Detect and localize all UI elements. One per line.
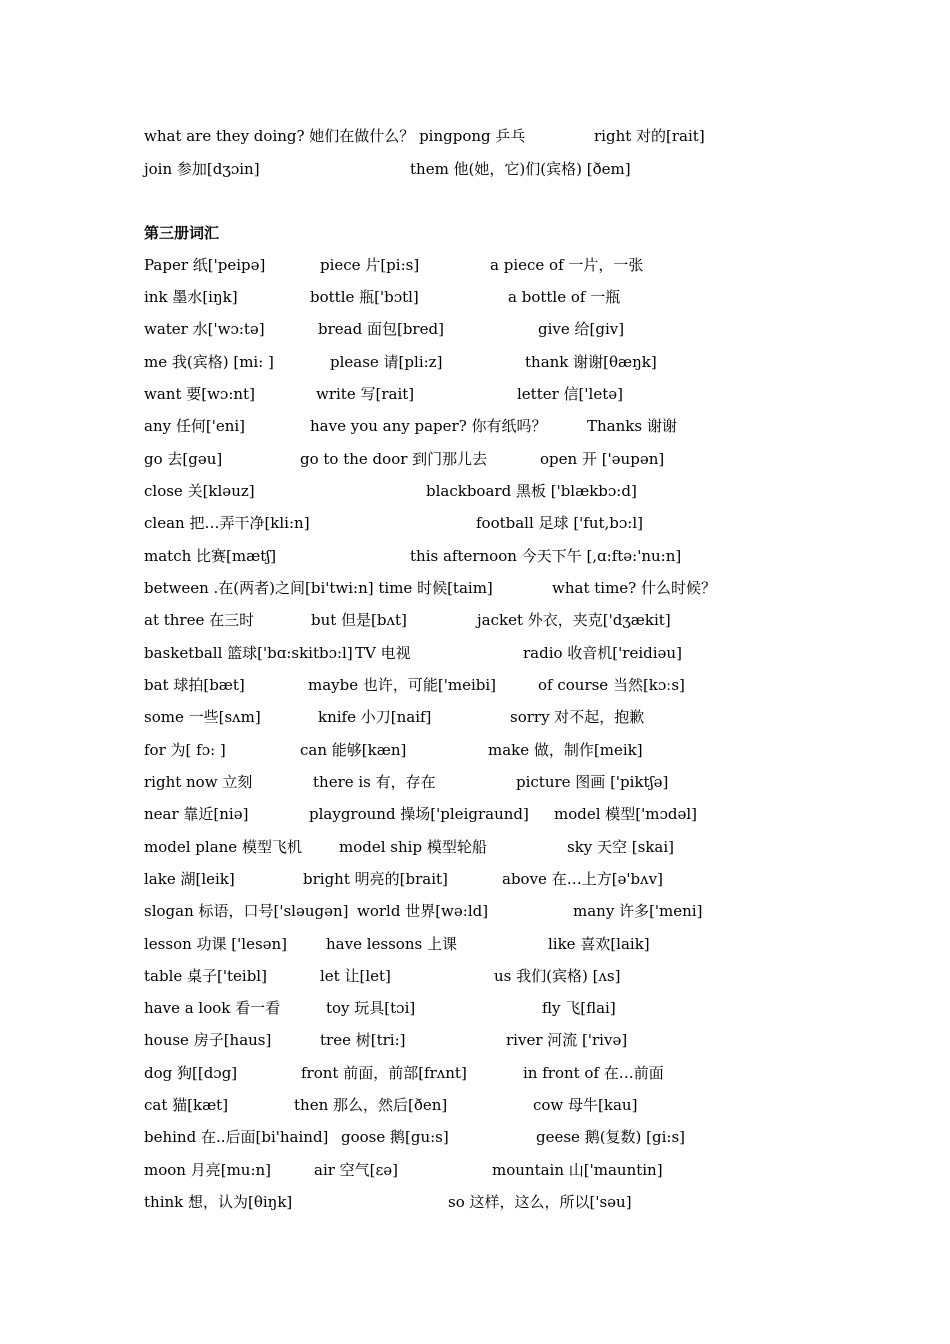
vocab-entry: for 为[ fɔ: ] [144, 741, 226, 759]
vocab-entry: bottle 瓶['bɔtl] [310, 288, 419, 306]
vocab-entry: table 桌子['teibl] [144, 967, 267, 985]
vocab-entry: bread 面包[bred] [318, 320, 444, 338]
vocab-entry: model plane 模型飞机 [144, 838, 302, 856]
vocab-entry: jacket 外衣，夹克['dʒækit] [477, 611, 671, 629]
vocab-entry: lesson 功课 ['lesən] [144, 935, 288, 953]
vocab-entry: behind 在..后面[bi'haind] [144, 1128, 329, 1146]
vocab-entry: want 要[wɔ:nt] [144, 385, 255, 403]
vocab-line [0, 1123, 950, 1151]
vocab-line [0, 1059, 950, 1087]
vocab-entry: please 请[pli:z] [330, 353, 443, 371]
vocab-entry: then 那么，然后[ðen] [294, 1096, 448, 1114]
vocab-entry: above 在…上方[ə'bʌv] [502, 870, 663, 888]
vocab-entry: maybe 也许，可能['meibi] [308, 676, 497, 694]
vocab-entry: basketball 篮球['bɑ:skitbɔ:l] [144, 644, 353, 662]
vocab-line [0, 283, 950, 311]
vocab-line [0, 800, 950, 828]
vocab-entry: house 房子[haus] [144, 1031, 272, 1049]
vocab-entry: have a look 看一看 [144, 999, 281, 1017]
vocab-entry: can 能够[kæn] [300, 741, 407, 759]
vocab-line [0, 1026, 950, 1054]
vocab-entry: Paper 纸['peipə] [144, 256, 266, 274]
vocab-line [0, 574, 950, 602]
vocab-line [0, 671, 950, 699]
vocab-line [0, 865, 950, 893]
vocab-entry: this afternoon 今天下午 [,ɑ:ftə:'nu:n] [410, 547, 682, 565]
vocab-entry: sky 天空 [skai] [567, 838, 675, 856]
vocab-entry: me 我(宾格) [mi: ] [144, 353, 274, 371]
vocab-line [0, 412, 950, 440]
vocab-entry: what time? 什么时候？ [552, 579, 716, 597]
vocab-entry: a bottle of 一瓶 [508, 288, 621, 306]
vocab-entry: us 我们(宾格) [ʌs] [494, 967, 621, 985]
vocab-line [0, 477, 950, 505]
vocab-entry: what are they doing? 她们在做什么？ pingpong 乒乓 [144, 127, 526, 145]
vocab-entry: picture 图画 ['piktʃə] [516, 773, 669, 791]
vocab-line [0, 1156, 950, 1184]
vocab-entry: of course 当然[kɔːs] [538, 676, 685, 694]
vocab-entry: think 想，认为[θiŋk] [144, 1193, 293, 1211]
vocab-entry: tree 树[tri:] [320, 1031, 406, 1049]
vocab-entry: model 模型['mɔdəl] [554, 805, 698, 823]
vocab-line [0, 509, 950, 537]
vocab-entry: join 参加[dʒɔin] [144, 160, 260, 178]
vocab-line [0, 606, 950, 634]
vocab-entry: river 河流 ['rivə] [506, 1031, 628, 1049]
vocab-entry: them 他(她，它)们(宾格) [ðem] [410, 160, 631, 178]
vocab-entry: write 写[rait] [316, 385, 415, 403]
vocab-entry: make 做，制作[meik] [488, 741, 643, 759]
text-line [0, 122, 950, 150]
vocab-entry: fly 飞[flai] [542, 999, 616, 1017]
vocab-line [0, 315, 950, 343]
vocab-entry: moon 月亮[mu:n] [144, 1161, 272, 1179]
vocab-entry: in front of 在…前面 [523, 1064, 664, 1082]
vocab-line [0, 736, 950, 764]
vocab-entry: cat 猫[kæt] [144, 1096, 229, 1114]
vocab-line [0, 348, 950, 376]
vocab-line [0, 768, 950, 796]
vocab-line [0, 994, 950, 1022]
vocab-entry: near 靠近[niə] [144, 805, 249, 823]
vocab-entry: radio 收音机['reidiəu] [523, 644, 682, 662]
vocab-entry: some 一些[sʌm] [144, 708, 261, 726]
vocab-line [0, 251, 950, 279]
vocab-entry: but 但是[bʌt] [311, 611, 407, 629]
vocab-entry: a piece of 一片，一张 [490, 256, 644, 274]
vocab-line [0, 897, 950, 925]
vocab-entry: many 许多['meni] [573, 902, 703, 920]
vocab-entry: have lessons 上课 [326, 935, 457, 953]
vocab-entry: bright 明亮的[brait] [303, 870, 448, 888]
vocab-entry: toy 玩具[tɔi] [326, 999, 416, 1017]
vocab-line [0, 380, 950, 408]
vocab-entry: football 足球 ['fut,bɔ:l] [476, 514, 644, 532]
vocab-entry: letter 信['letə] [517, 385, 623, 403]
vocab-entry: geese 鹅(复数) [gi:s] [536, 1128, 686, 1146]
vocab-line [0, 1091, 950, 1119]
vocab-entry: front 前面，前部[frʌnt] [301, 1064, 467, 1082]
vocab-line [0, 445, 950, 473]
vocab-entry: so 这样，这么，所以['səu] [448, 1193, 632, 1211]
vocab-line [0, 542, 950, 570]
vocab-entry: clean 把…弄干净[kli:n] [144, 514, 310, 532]
vocab-line [0, 703, 950, 731]
vocab-entry: slogan 标语，口号['sləugən] [144, 902, 349, 920]
vocab-entry: any 任何['eni] [144, 417, 246, 435]
vocab-line [0, 833, 950, 861]
vocab-entry: lake 湖[leik] [144, 870, 235, 888]
vocab-entry: mountain 山['mauntin] [492, 1161, 663, 1179]
vocab-entry: go to the door 到门那儿去 [300, 450, 488, 468]
vocab-line [0, 639, 950, 667]
vocab-entry: ink 墨水[iŋk] [144, 288, 238, 306]
vocab-entry: sorry 对不起，抱歉 [510, 708, 645, 726]
vocab-entry: close 关[kləuz] [144, 482, 255, 500]
vocab-entry: goose 鹅[gu:s] [341, 1128, 449, 1146]
vocab-line [0, 1188, 950, 1216]
vocab-entry: cow 母牛[kau] [533, 1096, 638, 1114]
vocab-entry: thank 谢谢[θæŋk] [525, 353, 657, 371]
vocab-entry: between .在(两者)之间[bi'twi:n] time 时候[taim] [144, 579, 493, 597]
vocab-entry: air 空气[εə] [314, 1161, 399, 1179]
vocab-entry: like 喜欢[laik] [548, 935, 650, 953]
vocab-entry: water 水['wɔ:tə] [144, 320, 265, 338]
vocab-entry: open 开 ['əupən] [540, 450, 665, 468]
vocab-line [0, 962, 950, 990]
vocab-entry: knife 小刀[naif] [318, 708, 432, 726]
vocab-entry: playground 操场['pleigraund] [309, 805, 529, 823]
vocab-entry: match 比赛[mætʃ] [144, 547, 277, 565]
vocab-entry: there is 有，存在 [313, 773, 436, 791]
vocab-entry: world 世界[wə:ld] [357, 902, 489, 920]
vocab-entry: model ship 模型轮船 [339, 838, 487, 856]
vocab-entry: at three 在三时 [144, 611, 255, 629]
vocab-entry: dog 狗[[dɔg] [144, 1064, 238, 1082]
vocab-entry: let 让[let] [320, 967, 391, 985]
vocab-entry: bat 球拍[bæt] [144, 676, 245, 694]
vocab-line [0, 930, 950, 958]
vocab-entry: right now 立刻 [144, 773, 253, 791]
section-title: 第三册词汇 [144, 224, 220, 242]
text-line [0, 155, 950, 183]
vocab-entry: go 去[gəu] [144, 450, 223, 468]
vocab-entry: give 给[giv] [538, 320, 625, 338]
vocab-entry: have you any paper? 你有纸吗？ [310, 417, 547, 435]
vocab-entry: piece 片[pi:s] [320, 256, 420, 274]
vocab-entry: right 对的[rait] [594, 127, 705, 145]
vocab-entry: TV 电视 [355, 644, 411, 662]
vocab-entry: Thanks 谢谢 [587, 417, 677, 435]
vocab-entry: blackboard 黑板 ['blækbɔ:d] [426, 482, 637, 500]
